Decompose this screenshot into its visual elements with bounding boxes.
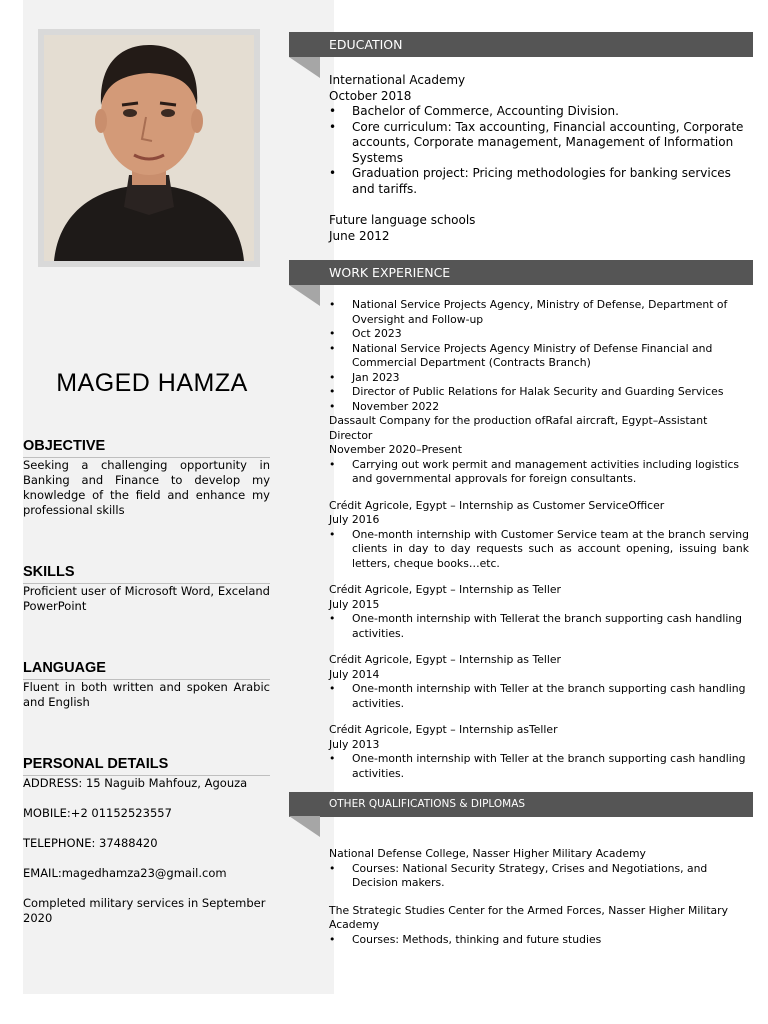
list-item — [329, 862, 749, 891]
education-header: EDUCATION — [289, 32, 753, 57]
job-title: Dassault Company for the production ofRafal aircraft, Egypt–Assistant Director — [329, 414, 708, 442]
list-item — [329, 166, 749, 197]
work-experience-header: WORK EXPERIENCE — [289, 260, 753, 285]
bullet-icon: • — [329, 457, 336, 471]
language-text: Fluent in both written and spoken Arabic and English — [23, 680, 270, 709]
other-qualifications-header: OTHER QUALIFICATIONS & DIPLOMAS — [289, 792, 753, 817]
job-date: November 2020–Present — [329, 443, 462, 456]
bullet-text: Carrying out work permit and management activities including logistics and governmental approvals for foreign consultants. — [352, 457, 740, 485]
skills-text: Proficient user of Microsoft Word, Exceland PowerPoint — [23, 584, 270, 613]
list-item — [329, 682, 749, 711]
bullet-icon: • — [329, 104, 337, 118]
job-date: July 2013 — [329, 737, 380, 751]
address-text: ADDRESS: 15 Naguib Mahfouz, Agouza — [23, 776, 248, 790]
job-title: Crédit Agricole, Egypt – Internship asTeller — [329, 723, 558, 736]
job-date: July 2016 — [329, 513, 380, 526]
language-section — [23, 660, 270, 710]
objective-text: Seeking a challenging opportunity in Banking and Finance to develop my knowledge of the field and enhance my professional skills — [23, 458, 270, 517]
bullet-icon: • — [329, 861, 336, 875]
bullet-text: Core curriculum: Tax accounting, Financial accounting, Corporate accounts, Corporate management, Management of Information Systems — [352, 119, 744, 165]
bullet-icon: • — [329, 166, 337, 180]
bullet-text: Oct 2023 — [352, 327, 402, 340]
bullet-text: One-month internship with Teller at the branch supporting cash handling activities. — [352, 752, 746, 780]
job-title: Crédit Agricole, Egypt – Internship as Teller — [329, 653, 561, 666]
personal-details-section — [23, 756, 270, 941]
list-item — [329, 400, 749, 415]
job-title: Crédit Agricole, Egypt – Internship as Customer ServiceOfficer — [329, 498, 665, 512]
bullet-icon: • — [329, 341, 336, 355]
education-date-1: October 2018 — [329, 88, 412, 103]
profile-photo-frame — [38, 29, 260, 267]
work-experience-section — [329, 298, 749, 781]
bullet-text: Courses: National Security Strategy, Crises and Negotiations, and Decision makers. — [352, 861, 708, 889]
bullet-icon: • — [329, 119, 337, 134]
list-item — [329, 298, 749, 327]
skills-section — [23, 564, 270, 614]
candidate-name: MAGED HAMZA — [56, 369, 248, 397]
bullet-icon: • — [329, 298, 336, 311]
job-title: Crédit Agricole, Egypt – Internship as Teller — [329, 583, 561, 596]
bullet-icon: • — [329, 932, 336, 946]
bullet-text: Courses: Methods, thinking and future studies — [352, 932, 602, 946]
military-text: Completed military services in September 2020 — [23, 896, 266, 925]
list-item — [329, 371, 749, 386]
profile-photo — [44, 35, 254, 261]
bullet-text: Director of Public Relations for Halak Security and Guarding Services — [352, 385, 724, 398]
qualification-title: National Defense College, Nasser Higher Military Academy — [329, 847, 646, 860]
list-item — [329, 752, 749, 781]
education-section — [329, 73, 749, 244]
list-item — [329, 342, 749, 371]
list-item — [329, 933, 749, 948]
personal-heading: PERSONAL DETAILS — [23, 756, 169, 772]
bullet-text: Bachelor of Commerce, Accounting Division. — [352, 104, 619, 118]
bullet-text: One-month internship with Teller at the branch supporting cash handling activities. — [352, 682, 746, 710]
bullet-icon: • — [329, 752, 336, 765]
bullet-icon: • — [329, 327, 336, 340]
other-qualifications-section — [329, 847, 749, 947]
email-text: EMAIL:magedhamza23@gmail.com — [23, 866, 227, 880]
list-item — [329, 612, 749, 641]
education-school-1: International Academy — [329, 73, 466, 87]
skills-heading: SKILLS — [23, 564, 75, 580]
bullet-icon: • — [329, 370, 336, 384]
bullet-text: National Service Projects Agency Ministry of Defense Financial and Commercial Department (Contracts Branch) — [352, 341, 713, 369]
list-item — [329, 327, 749, 342]
bullet-text: Graduation project: Pricing methodologies for banking services and tariffs. — [352, 166, 731, 196]
mobile-text: MOBILE:+2 01152523557 — [23, 806, 172, 820]
bullet-text: One-month internship with Tellerat the branch supporting cash handling activities. — [352, 612, 743, 640]
education-date-2: June 2012 — [329, 228, 390, 243]
bullet-icon: • — [329, 385, 336, 398]
objective-heading: OBJECTIVE — [23, 438, 106, 454]
education-school-2: Future language schools — [329, 213, 476, 227]
job-date: July 2014 — [329, 667, 380, 681]
list-item — [329, 104, 749, 120]
list-item — [329, 120, 749, 167]
bullet-icon: • — [329, 527, 336, 541]
list-item — [329, 385, 749, 400]
portrait-illustration — [44, 35, 254, 261]
list-item — [329, 528, 749, 572]
language-heading: LANGUAGE — [23, 660, 106, 676]
list-item — [329, 458, 749, 487]
telephone-text: TELEPHONE: 37488420 — [23, 836, 158, 850]
bullet-icon: • — [329, 612, 336, 625]
bullet-text: One-month internship with Customer Service team at the branch serving clients in day to day requests such as account opening, issuing bank letters, cheque books…etc. — [352, 527, 749, 570]
bullet-text: National Service Projects Agency, Ministry of Defense, Department of Oversight and Follow-up — [352, 298, 728, 326]
bullet-text: Jan 2023 — [352, 370, 400, 384]
bullet-icon: • — [329, 682, 336, 695]
qualification-title: The Strategic Studies Center for the Armed Forces, Nasser Higher Military Academy — [329, 903, 728, 931]
objective-section — [23, 438, 270, 518]
bullet-text: November 2022 — [352, 399, 440, 413]
bullet-icon: • — [329, 399, 336, 413]
job-date: July 2015 — [329, 597, 380, 611]
